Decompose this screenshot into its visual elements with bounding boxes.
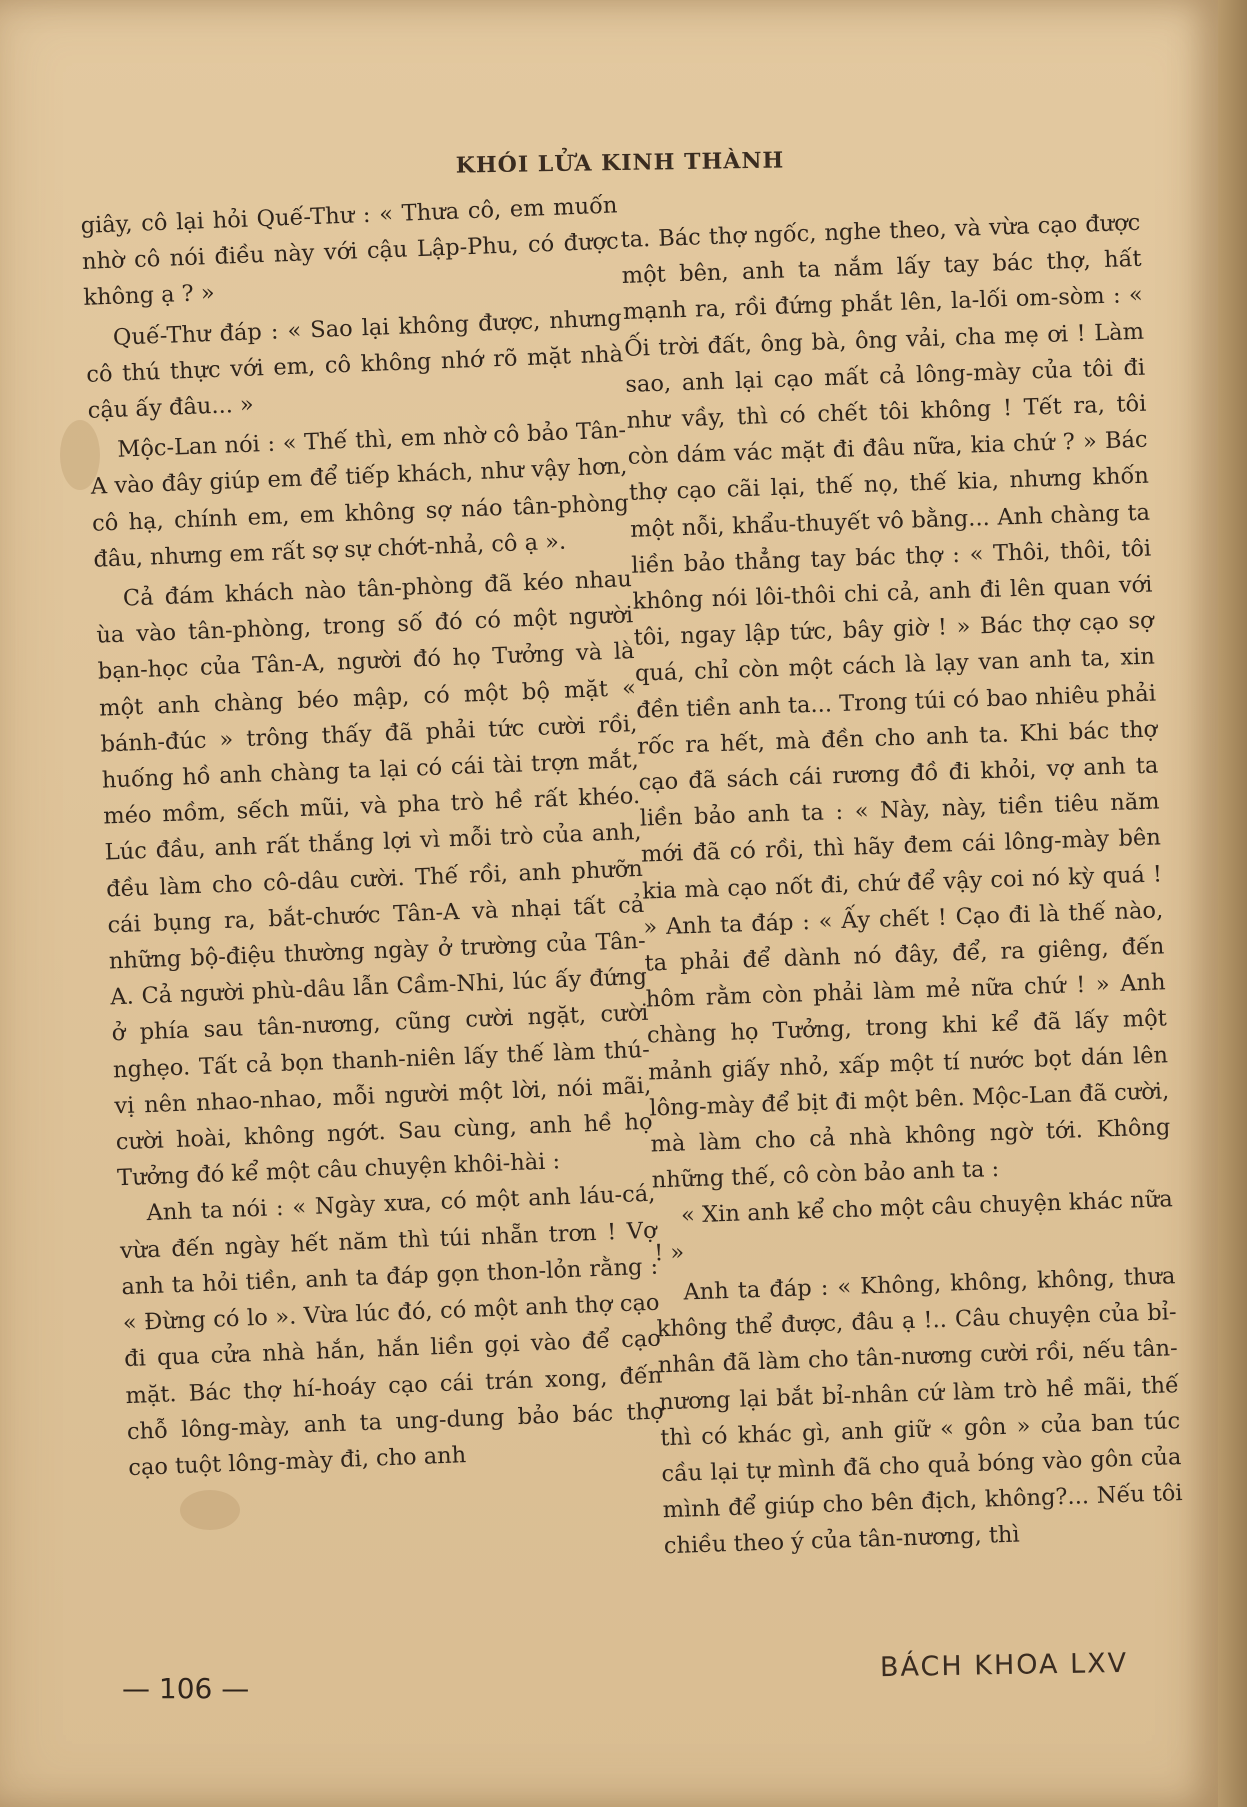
- paper-stain: [180, 1490, 240, 1530]
- right-column: [620, 205, 1184, 1565]
- paragraph: Anh ta nói : « Ngày xưa, có một anh láu-cá, vừa đến ngày hết năm thì túi nhẵn trơn ! Vợ anh ta hỏi tiền, anh ta đáp gọn thon-lỏn rằng : « Đừng có lo ». Vừa lúc đó, có một anh thợ cạo đi qua cửa nhà hắn, hắn liền gọi vào để cạo mặt. Bác thợ hí-hoáy cạo cái trán xong, đến chỗ lông-mày, anh ta ung-dung bảo bác thợ cạo tuột lông-mày đi, cho anh: [119, 1181, 665, 1481]
- paragraph: Anh ta đáp : « Không, không, không, thưa không thể được, đâu ạ !.. Câu chuyện của bỉ-nhân đã làm cho tân-nương cười rồi, nếu tân-nương lại bắt bỉ-nhân cứ làm trò hề mãi, thế thì có khác gì, anh giữ « gôn » của ban túc cầu lại tự mình đã cho quả bóng vào gôn của mình để giúp cho bên địch, không?... Nếu tôi chiều theo ý của tân-nương, thì: [656, 1263, 1183, 1560]
- page-edge: [1218, 0, 1247, 1807]
- paragraph: « Xin anh kể cho một câu chuyện khác nữa ! »: [653, 1186, 1174, 1267]
- running-title: KHÓI LỬA KINH THÀNH: [455, 147, 785, 179]
- page-number: — 106 —: [122, 1672, 250, 1705]
- paragraph: giây, cô lại hỏi Quế-Thư : « Thưa cô, em muốn nhờ cô nói điều này với cậu Lập-Phu, có được không ạ ? »: [80, 192, 620, 312]
- magazine-footer: BÁCH KHOA LXV: [879, 1647, 1129, 1684]
- paragraph: Mộc-Lan nói : « Thế thì, em nhờ cô bảo Tân-A vào đây giúp em để tiếp khách, như vậy hơn, cô hạ, chính em, em không sợ náo tân-phòng đâu, nhưng em rất sợ sự chớt-nhả, cô ạ ».: [90, 417, 630, 573]
- paragraph: Cả đám khách nào tân-phòng đã kéo nhau ùa vào tân-phòng, trong số đó có một người bạn-học của Tân-A, người đó họ Tưởng và là một anh chàng béo mập, có một bộ mặt « bánh-đúc » trông thấy đã phải tức cười rồi, huống hồ anh chàng ta lại có cái tài trợn mắt, méo mồm, sếch mũi, và pha trò hề rất khéo. Lúc đầu, anh rất thắng lợi vì mỗi trò của anh, đều làm cho cô-dâu cười. Thế rồi, anh phưỡn cái bụng ra, bắt-chước Tân-A và nhại tất cả những bộ-điệu thường ngày ở trường của Tân-A. Cả người phù-dâu lẫn Cầm-Nhi, lúc ấy đứng ở phía sau tân-nương, cũng cười ngặt, cười nghẹo. Tất cả bọn thanh-niên lấy thế làm thú-vị nên nhao-nhao, mỗi người một lời, nói mãi, cười hoài, không ngớt. Sau cùng, anh hề họ Tưởng đó kể một câu chuyện khôi-hài :: [95, 566, 653, 1192]
- paragraph: ta. Bác thợ ngốc, nghe theo, và vừa cạo được một bên, anh ta nắm lấy tay bác thợ, hất mạnh ra, rồi đứng phắt lên, la-lối om-sòm : « Ối trời đất, ông bà, ông vải, cha mẹ ơi ! Làm sao, anh lại cạo mất cả lông-mày của tôi đi như vầy, thì có chết tôi không ! Tết ra, tôi còn dám vác mặt đi đâu nữa, kia chứ ? » Bác thợ cạo cãi lại, thế nọ, thế kia, nhưng khốn một nỗi, khẩu-thuyết vô bằng... Anh chàng ta liền bảo thẳng tay bác thợ : « Thôi, thôi, tôi không nói lôi-thôi chi cả, anh đi lên quan với tôi, ngay lập tức, bây giờ ! » Bác thợ cạo sợ quá, chỉ còn một cách là lạy van anh ta, xin đền tiền anh ta... Trong túi có bao nhiêu phải rốc ra hết, mà đền cho anh ta. Khi bác thợ cạo đã sách cái rương đồ đi khỏi, vợ anh ta liền bảo anh ta : « Này, này, tiền tiêu năm mới đã có rồi, thì hãy đem cái lông-mày bên kia mà cạo nốt đi, chứ để vậy coi nó kỳ quá ! » Anh ta đáp : « Ấy chết ! Cạo đi là thế nào, ta phải để dành nó đây, để, ra giêng, đến hôm rằm còn phải làm mẻ nữa chứ ! » Anh chàng họ Tưởng, trong khi kể đã lấy một mảnh giấy nhỏ, xấp một tí nước bọt dán lên lông-mày để bịt đi một bên. Mộc-Lan đã cười, mà làm cho cả nhà không ngờ tới. Không những thế, cô còn bảo anh ta :: [620, 209, 1171, 1194]
- paragraph: Quế-Thư đáp : « Sao lại không được, nhưng cô thú thực với em, cô không nhớ rõ mặt nhà cậu ấy đâu... »: [85, 304, 624, 424]
- left-column: [80, 187, 666, 1486]
